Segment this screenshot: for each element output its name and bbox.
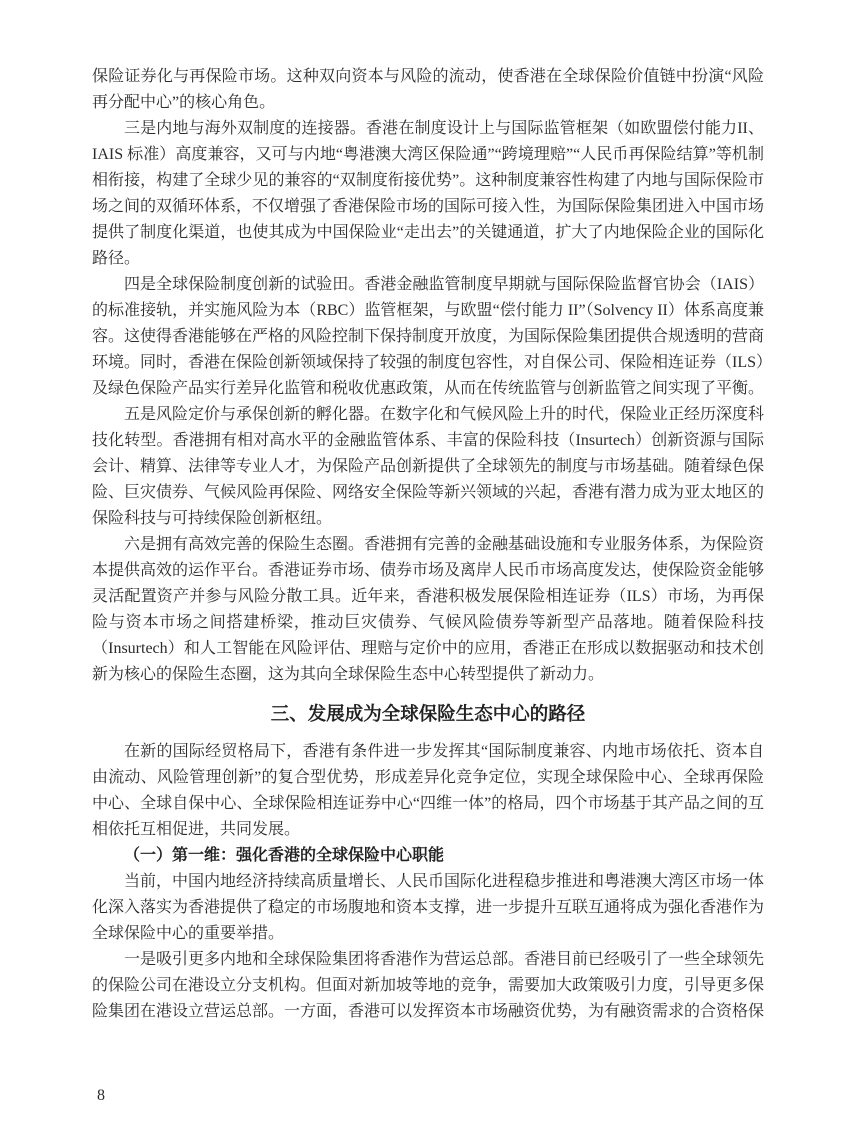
body-paragraph-dim1-intro: 当前，中国内地经济持续高质量增长、人民币国际化进程稳步推进和粤港澳大湾区市场一体化深入落实为香港提供了稳定的市场腹地和资本支撑，进一步提升互联互通将成为强化香港作为全球保险中心的重要举措。 xyxy=(92,873,765,942)
page-content xyxy=(92,64,764,1025)
body-paragraph-dim1-point1: 一是吸引更多内地和全球保险集团将香港作为营运总部。香港目前已经吸引了一些全球领先的保险公司在港设立分支机构。但面对新加坡等地的竞争，需要加大政策吸引力度，引导更多保险集团在港设立营运总部。一方面，香港可以发挥资本市场融资优势，为有融资需求的合资格保 xyxy=(92,951,765,1020)
page-number: 8 xyxy=(97,1087,105,1104)
body-paragraph-point6: 六是拥有高效完善的保险生态圈。香港拥有完善的金融基础设施和专业服务体系，为保险资本提供高效的运作平台。香港证券市场、债券市场及离岸人民币市场高度发达，使保险资金能够灵活配置资产并参与风险分散工具。近年来，香港积极发展保险相连证券（ILS）市场，为再保险与资本市场之间搭建桥梁，推动巨灾债券、气候风险债券等新型产品落地。随着保险科技（Insurtech）和人工智能在风险评估、理赔与定价中的应用，香港正在形成以数据驱动和技术创新为核心的保险生态圈，这为其向全球保险生态中心转型提供了新动力。 xyxy=(92,536,765,683)
body-paragraph-path-intro: 在新的国际经贸格局下，香港有条件进一步发挥其“国际制度兼容、内地市场依托、资本自由流动、风险管理创新”的复合型优势，形成差异化竞争定位，实现全球保险中心、全球再保险中心、全球自保中心、全球保险相连证券中心“四维一体”的格局，四个市场基于其产品之间的互相依托互相促进，共同发展。 xyxy=(92,743,764,838)
section-heading: 三、发展成为全球保险生态中心的路径 xyxy=(270,703,586,724)
body-paragraph-point5: 五是风险定价与承保创新的孵化器。在数字化和气候风险上升的时代，保险业正经历深度科技化转型。香港拥有相对高水平的金融监管体系、丰富的保险科技（Insurtech）创新资源与国际会计、精算、法律等专业人才，为保险产品创新提供了全球领先的制度与市场基础。随着绿色保险、巨灾债券、气候风险再保险、网络安全保险等新兴领域的兴起，香港有潜力成为亚太地区的保险科技与可持续保险创新枢纽。 xyxy=(92,406,765,527)
body-paragraph-point4: 四是全球保险制度创新的试验田。香港金融监管制度早期就与国际保险监督官协会（IAIS）的标准接轨，并实施风险为本（RBC）监管框架，与欧盟“偿付能力 II”（Solvency II）体系高度兼容。这使得香港能够在严格的风险控制下保持制度开放度，为国际保险集团提供合规透明的营商环境。同时，香港在保险创新领域保持了较强的制度包容性，对自保公司、保险相连证券（ILS）及绿色保险产品实行差异化监管和税收优惠政策，从而在传统监管与创新监管之间实现了平衡。 xyxy=(92,276,765,397)
body-paragraph-continuation: 保险证券化与再保险市场。这种双向资本与风险的流动，使香港在全球保险价值链中扮演“风险再分配中心”的核心角色。 xyxy=(92,68,764,111)
body-paragraph-point3: 三是内地与海外双制度的连接器。香港在制度设计上与国际监管框架（如欧盟偿付能力II、IAIS 标准）高度兼容，又可与内地“粤港澳大湾区保险通”“跨境理赔”“人民币再保险结算”等机制相衔接，构建了全球少见的兼容的“双制度衔接优势”。这种制度兼容性构建了内地与国际保险市场之间的双循环体系，不仅增强了香港保险市场的国际可接入性，为国际保险集团进入中国市场提供了制度化渠道，也使其成为中国保险业“走出去”的关键通道，扩大了内地保险企业的国际化路径。 xyxy=(92,120,765,267)
subsection-heading: （一）第一维：强化香港的全球保险中心职能 xyxy=(124,847,445,864)
